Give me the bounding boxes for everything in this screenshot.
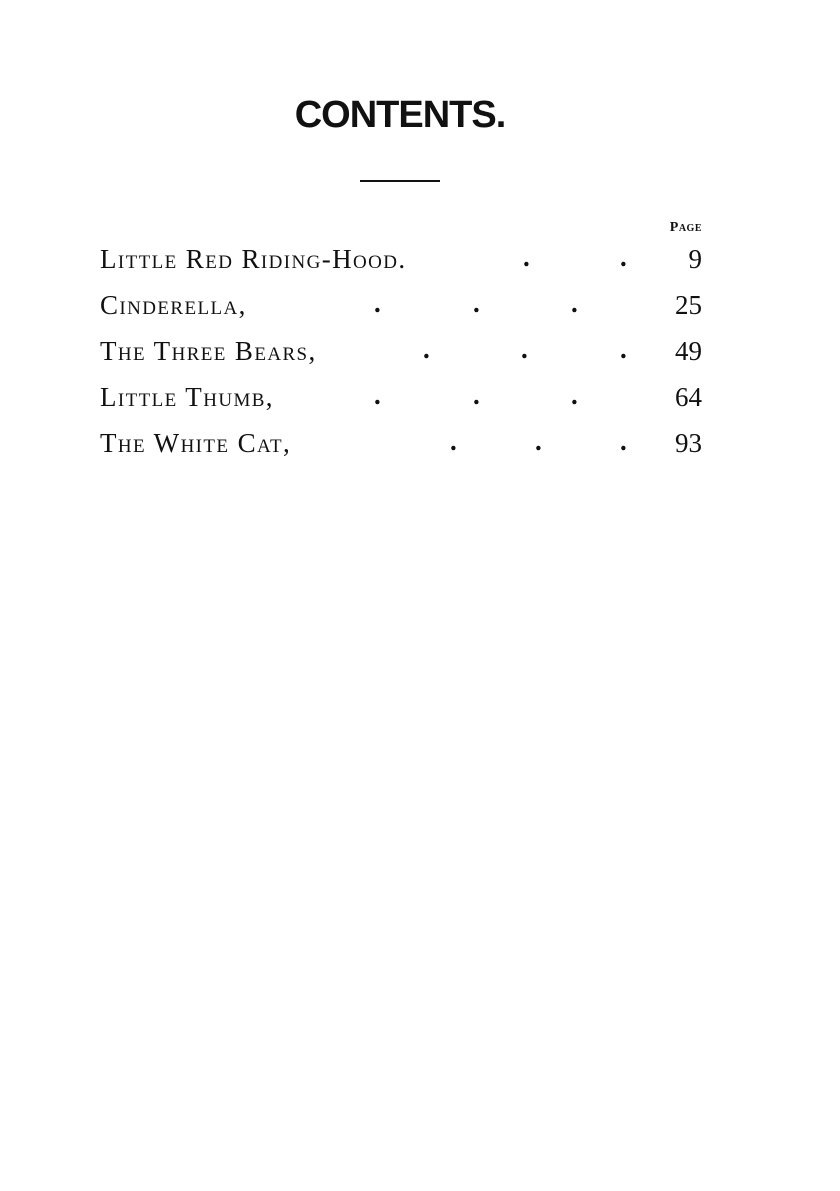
toc-entry-cinderella: [100, 286, 702, 332]
leader-dot: .: [571, 380, 578, 410]
leader-dot: .: [523, 242, 530, 272]
leader-dot: .: [620, 426, 627, 456]
leader-dot: .: [374, 380, 381, 410]
toc-entry-page-number: 64: [675, 382, 702, 412]
toc-entry-page-number: 9: [688, 244, 702, 274]
toc-entry-page-number: 25: [675, 290, 702, 320]
leader-dot: .: [521, 334, 528, 364]
toc-entry-page-number: 93: [675, 428, 702, 458]
toc-entry-title: Cinderella,: [100, 290, 247, 320]
toc-entry-title: The White Cat,: [100, 428, 292, 458]
toc-entry-title: The Three Bears,: [100, 336, 317, 366]
toc-entry-little-thumb: [100, 378, 702, 424]
leader-dot: .: [374, 288, 381, 318]
title-rule: [360, 180, 440, 182]
leader-dot: .: [473, 288, 480, 318]
leader-dot: .: [620, 334, 627, 364]
leader-dot: .: [473, 380, 480, 410]
toc-entry-little-red-riding-hood: [100, 240, 702, 286]
leader-dot: .: [571, 288, 578, 318]
toc-entry-title: Little Red Riding-Hood.: [100, 244, 407, 274]
toc-entry-title: Little Thumb,: [100, 382, 274, 412]
leader-dot: .: [450, 426, 457, 456]
toc-entry-the-white-cat: [100, 424, 702, 470]
page-title: CONTENTS.: [294, 94, 506, 136]
table-of-contents: [100, 240, 702, 470]
toc-entry-page-number: 49: [675, 336, 702, 366]
toc-entry-the-three-bears: [100, 332, 702, 378]
leader-dot: .: [423, 334, 430, 364]
page-column-label: Page: [669, 220, 702, 235]
leader-dot: .: [535, 426, 542, 456]
leader-dot: .: [620, 242, 627, 272]
